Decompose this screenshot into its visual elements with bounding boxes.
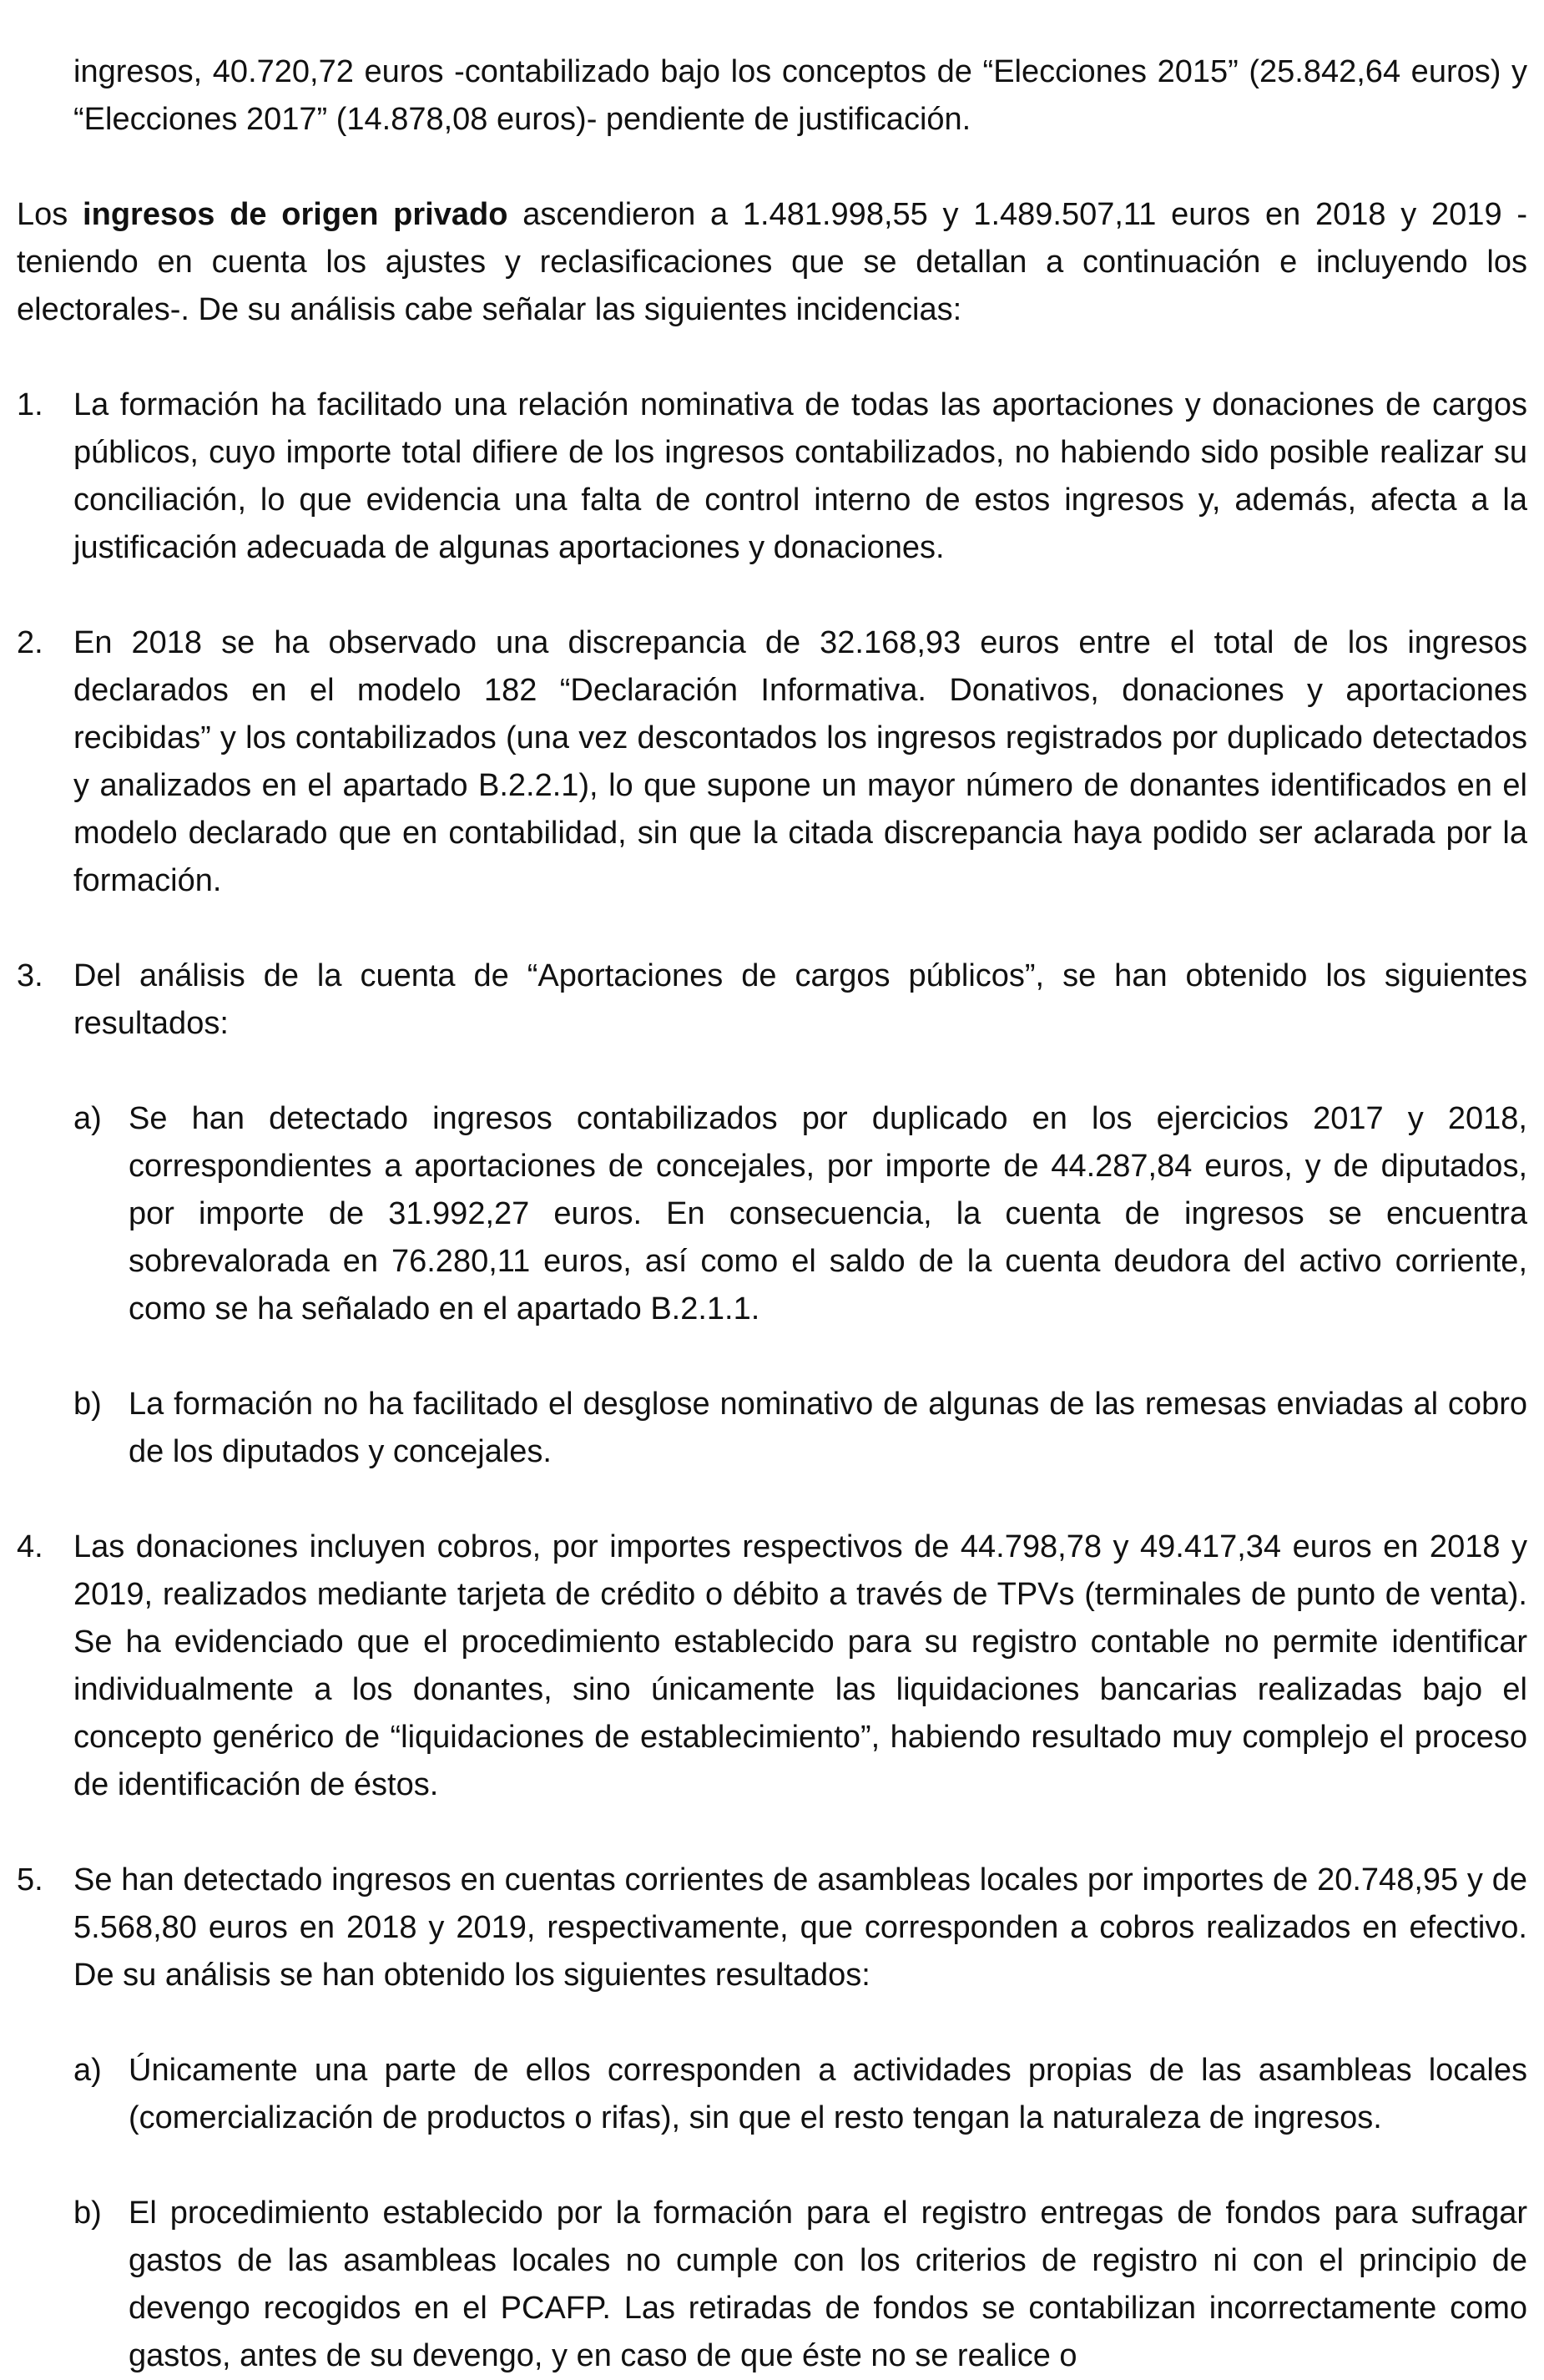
sub-item-letter: a) [73,1101,102,1136]
private-income-suffix: ascendieron a 1.481.998,55 y 1.489.507,11 euros en 2018 y 2019 -teniendo en cuenta los ajustes y reclasificaciones que se detallan a continuación e incluyendo los electorales-. De su análisis cabe señalar las siguientes incidencias: [17,197,1527,327]
sub-item-text: Únicamente una parte de ellos corresponden a actividades propias de las asambleas locales (comercialización de productos o rifas), sin que el resto tengan la naturaleza de ingresos. [129,2053,1527,2135]
sub-item-3b [73,1381,1527,1476]
list-item-number: 3. [17,958,43,993]
list-item-number: 5. [17,1862,43,1897]
intro-continuation-paragraph: ingresos, 40.720,72 euros -contabilizado bajo los conceptos de “Elecciones 2015” (25.842,64 euros) y “Elecciones 2017” (14.878,08 euros)- pendiente de justificación. [73,54,1527,137]
list-item-text: Las donaciones incluyen cobros, por importes respectivos de 44.798,78 y 49.417,34 euros en 2018 y 2019, realizados mediante tarjeta de crédito o débito a través de TPVs (terminales de punto de venta). Se ha evidenciado que el procedimiento establecido para su registro contable no permite identificar individualmente a los donantes, sino únicamente las liquidaciones bancarias realizadas bajo el concepto genérico de “liquidaciones de establecimiento”, habiendo resultado muy complejo el proceso de identificación de éstos. [73,1529,1527,1802]
list-item-4 [17,1524,1527,1809]
list-item-1 [17,382,1527,572]
private-income-bold: ingresos de origen privado [83,197,508,232]
sub-item-text: Se han detectado ingresos contabilizados por duplicado en los ejercicios 2017 y 2018, correspondientes a aportaciones de concejales, por importe de 44.287,84 euros, y de diputados, por importe de 31.992,27 euros. En consecuencia, la cuenta de ingresos se encuentra sobrevalorada en 76.280,11 euros, así como el saldo de la cuenta deudora del activo corriente, como se ha señalado en el apartado B.2.1.1. [129,1101,1527,1326]
sub-item-letter: b) [73,1387,102,1422]
list-item-text: La formación ha facilitado una relación nominativa de todas las aportaciones y donaciones de cargos públicos, cuyo importe total difiere de los ingresos contabilizados, no habiendo sido posible realizar su conciliación, lo que evidencia una falta de control interno de estos ingresos y, además, afecta a la justificación adecuada de algunas aportaciones y donaciones. [73,387,1527,565]
sub-item-text: El procedimiento establecido por la formación para el registro entregas de fondos para sufragar gastos de las asambleas locales no cumple con los criterios de registro ni con el principio de devengo recogidos en el PCAFP. Las retiradas de fondos se contabilizan incorrectamente como gastos, antes de su devengo, y en caso de que éste no se realice o [129,2196,1527,2373]
list-item-text: Se han detectado ingresos en cuentas corrientes de asambleas locales por importes de 20.748,95 y de 5.568,80 euros en 2018 y 2019, respectivamente, que corresponden a cobros realizados en efectivo. De su análisis se han obtenido los siguientes resultados: [73,1862,1527,1993]
list-item-number: 2. [17,625,43,660]
list-item-2 [17,619,1527,905]
list-item-3 [17,953,1527,1048]
private-income-prefix: Los [17,197,83,232]
list-item-5 [17,1857,1527,1999]
sub-item-5a [73,2047,1527,2142]
list-item-text: Del análisis de la cuenta de “Aportaciones de cargos públicos”, se han obtenido los siguientes resultados: [73,958,1527,1041]
sub-item-3a [73,1095,1527,1333]
sub-item-5b [73,2190,1527,2380]
sub-item-text: La formación no ha facilitado el desglose nominativo de algunas de las remesas enviadas al cobro de los diputados y concejales. [129,1387,1527,1469]
document-page [17,48,1527,2380]
list-item-number: 4. [17,1529,43,1564]
sub-item-letter: a) [73,2053,102,2088]
list-item-number: 1. [17,387,43,422]
list-item-text: En 2018 se ha observado una discrepancia de 32.168,93 euros entre el total de los ingresos declarados en el modelo 182 “Declaración Informativa. Donativos, donaciones y aportaciones recibidas” y los contabilizados (una vez descontados los ingresos registrados por duplicado detectados y analizados en el apartado B.2.2.1), lo que supone un mayor número de donantes identificados en el modelo declarado que en contabilidad, sin que la citada discrepancia haya podido ser aclarada por la formación. [73,625,1527,898]
private-income-paragraph [17,191,1527,334]
sub-item-letter: b) [73,2196,102,2231]
